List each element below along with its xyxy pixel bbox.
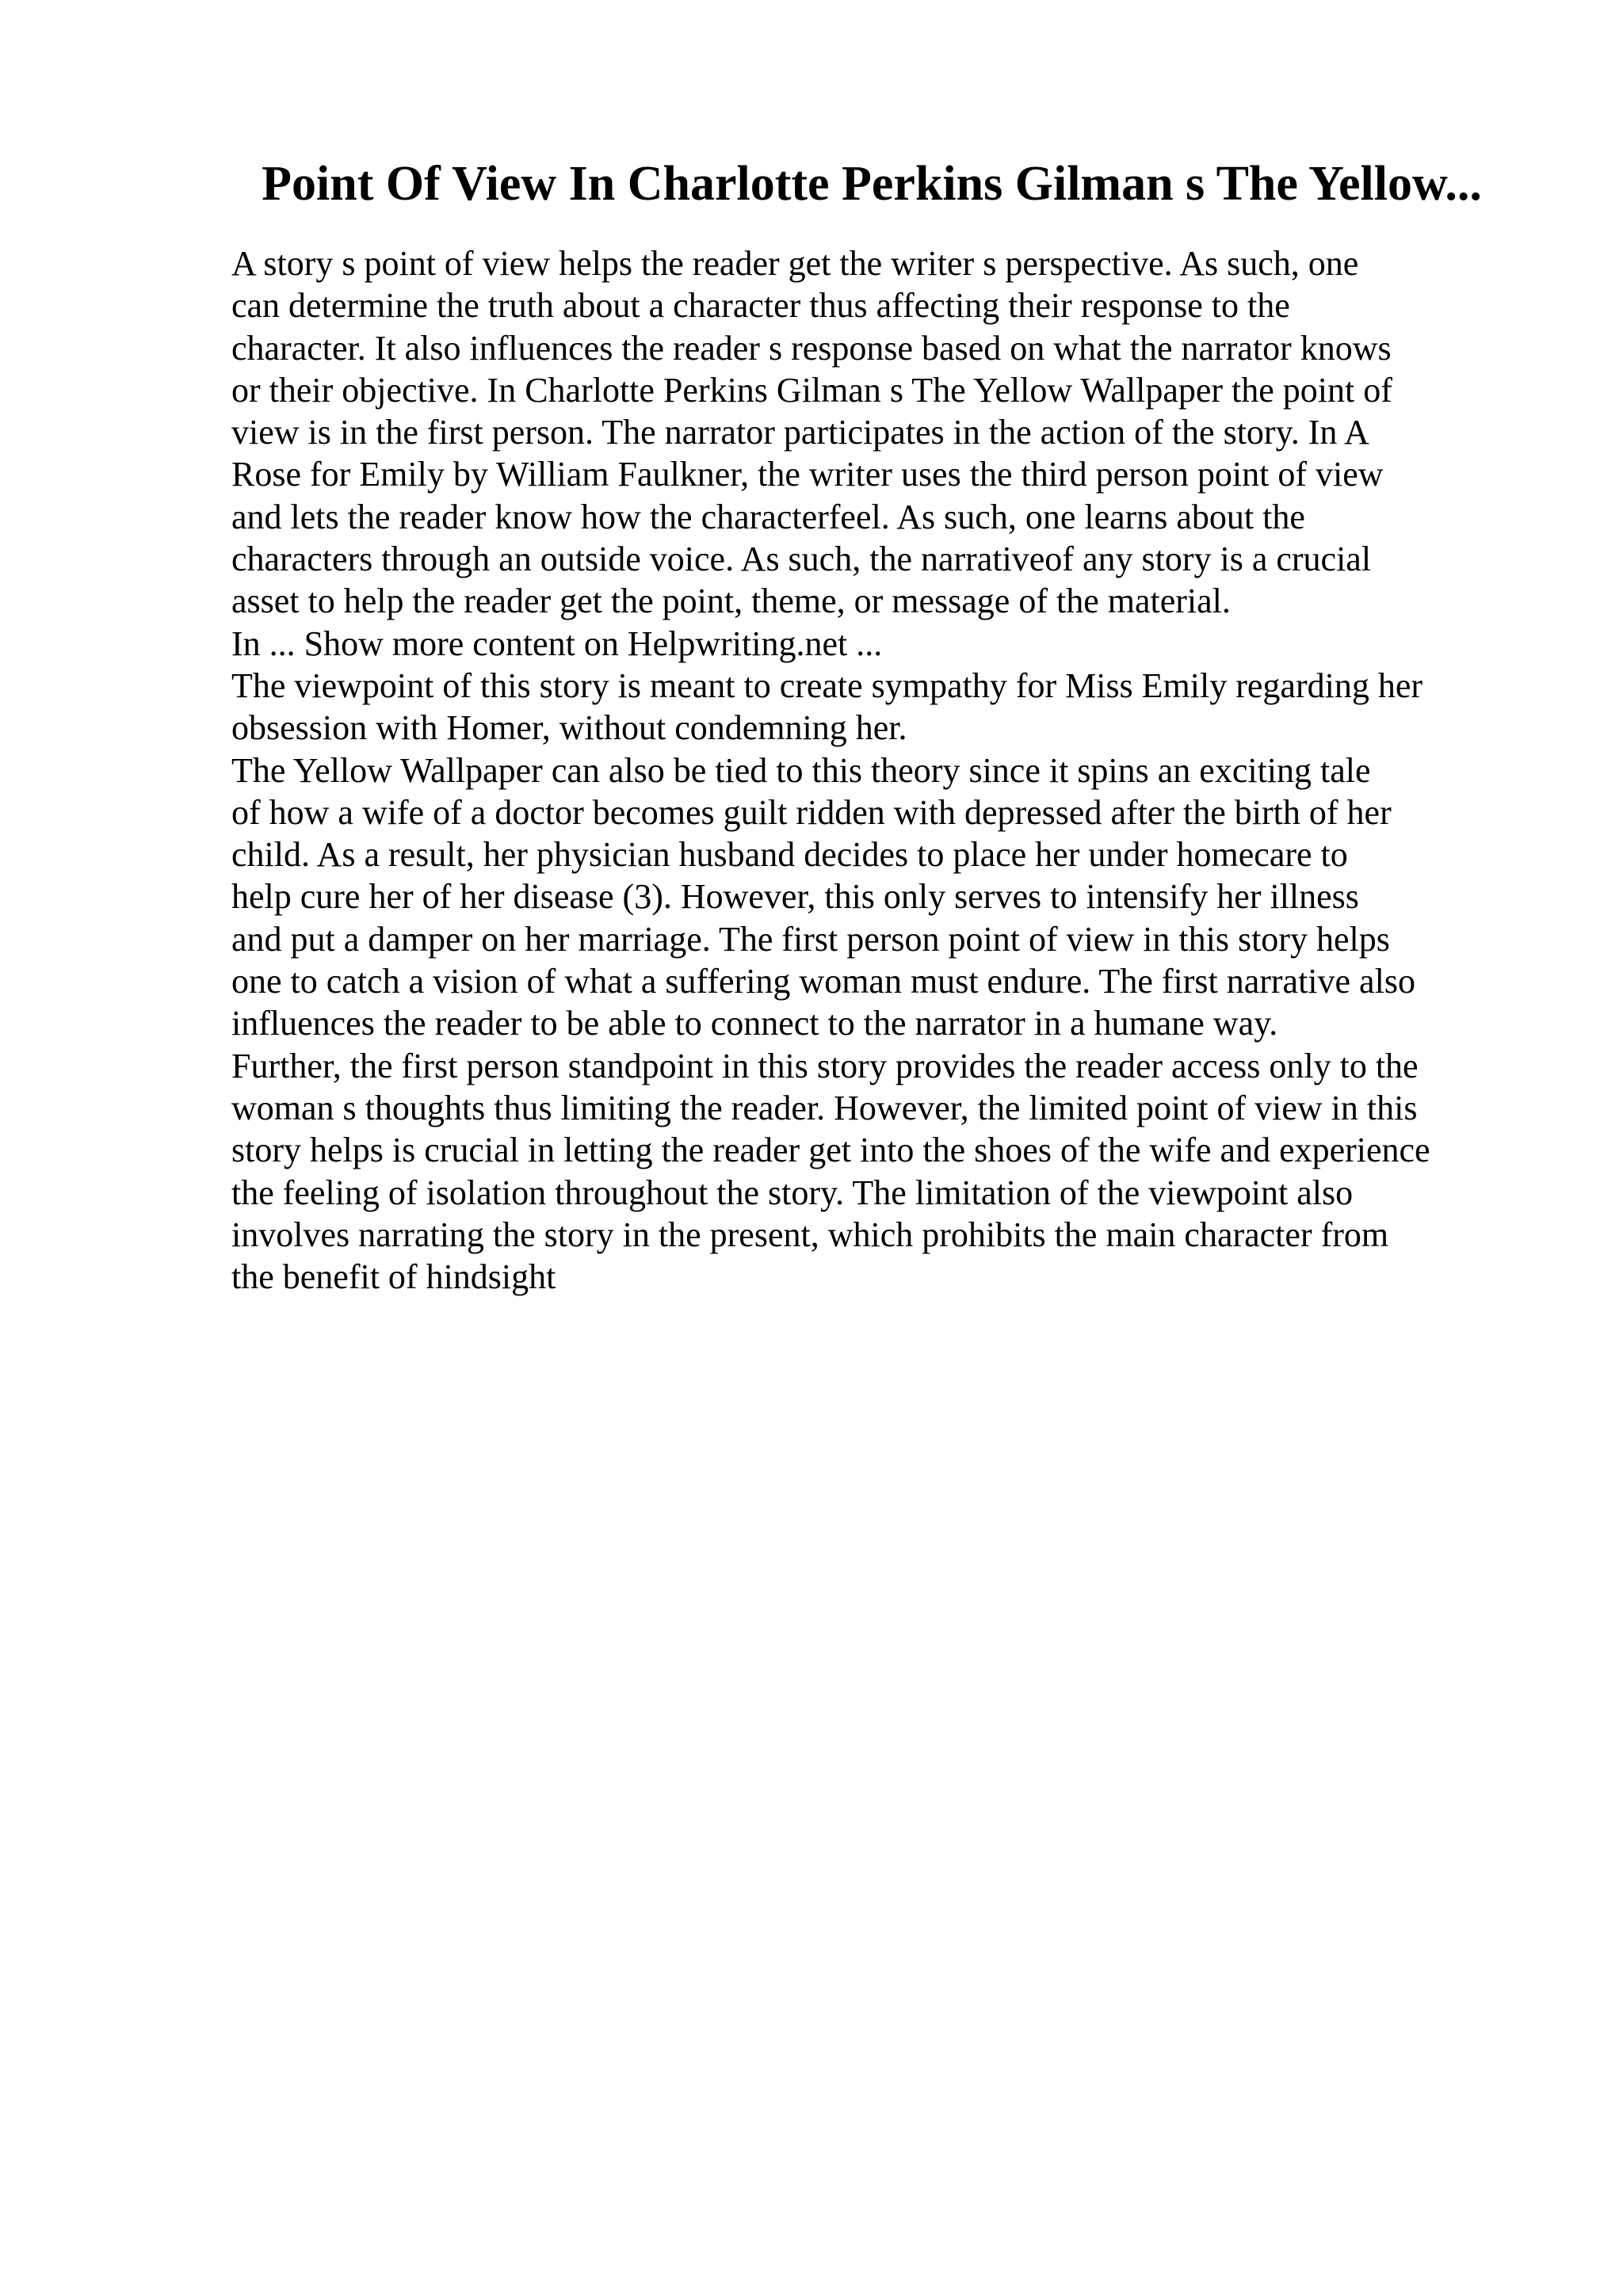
body-line: the feeling of isolation throughout the story. The limitation of the viewpoint also (231, 1173, 1354, 1212)
body-line: one to catch a vision of what a suffering woman must endure. The first narrative also (231, 962, 1415, 1001)
body-line: and lets the reader know how the characterfeel. As such, one learns about the (231, 497, 1305, 536)
body-line: child. As a result, her physician husband decides to place her under homecare to (231, 835, 1348, 875)
body-line: involves narrating the story in the present, which prohibits the main character from (231, 1215, 1389, 1254)
body-line: view is in the first person. The narrator participates in the action of the story. In A (231, 413, 1369, 452)
page-title: Point Of View In Charlotte Perkins Gilman s The Yellow... (262, 157, 1482, 211)
body-line: The viewpoint of this story is meant to create sympathy for Miss Emily regarding her (231, 666, 1423, 705)
document-body (231, 242, 1515, 1298)
body-line: The Yellow Wallpaper can also be tied to this theory since it spins an exciting tale (231, 750, 1371, 790)
body-line: character. It also influences the reader s response based on what the narrator knows (231, 328, 1392, 368)
body-line: can determine the truth about a character thus affecting their response to the (231, 286, 1290, 326)
body-line: obsession with Homer, without condemning her. (231, 708, 907, 748)
body-line: story helps is crucial in letting the reader get into the shoes of the wife and experience (231, 1131, 1430, 1170)
body-line: woman s thoughts thus limiting the reader. However, the limited point of view in this (231, 1088, 1418, 1127)
body-line: influences the reader to be able to connect to the narrator in a humane way. (231, 1004, 1278, 1043)
body-line: Rose for Emily by William Faulkner, the writer uses the third person point of view (231, 455, 1384, 494)
body-line: of how a wife of a doctor becomes guilt ridden with depressed after the birth of her (231, 792, 1392, 832)
body-line: the benefit of hindsight (231, 1257, 556, 1297)
show-more-line: In ... Show more content on Helpwriting.net ... (231, 624, 883, 663)
body-line: or their objective. In Charlotte Perkins Gilman s The Yellow Wallpaper the point of (231, 370, 1392, 410)
body-line: help cure her of her disease (3). However, this only serves to intensify her illness (231, 877, 1359, 917)
body-line: asset to help the reader get the point, theme, or message of the material. (231, 582, 1231, 621)
body-line: characters through an outside voice. As such, the narrativeof any story is a crucial (231, 540, 1372, 579)
body-line: Further, the first person standpoint in this story provides the reader access only to the (231, 1046, 1419, 1085)
body-line: and put a damper on her marriage. The first person point of view in this story helps (231, 919, 1390, 959)
body-line: A story s point of view helps the reader get the writer s perspective. As such, one (231, 244, 1359, 283)
